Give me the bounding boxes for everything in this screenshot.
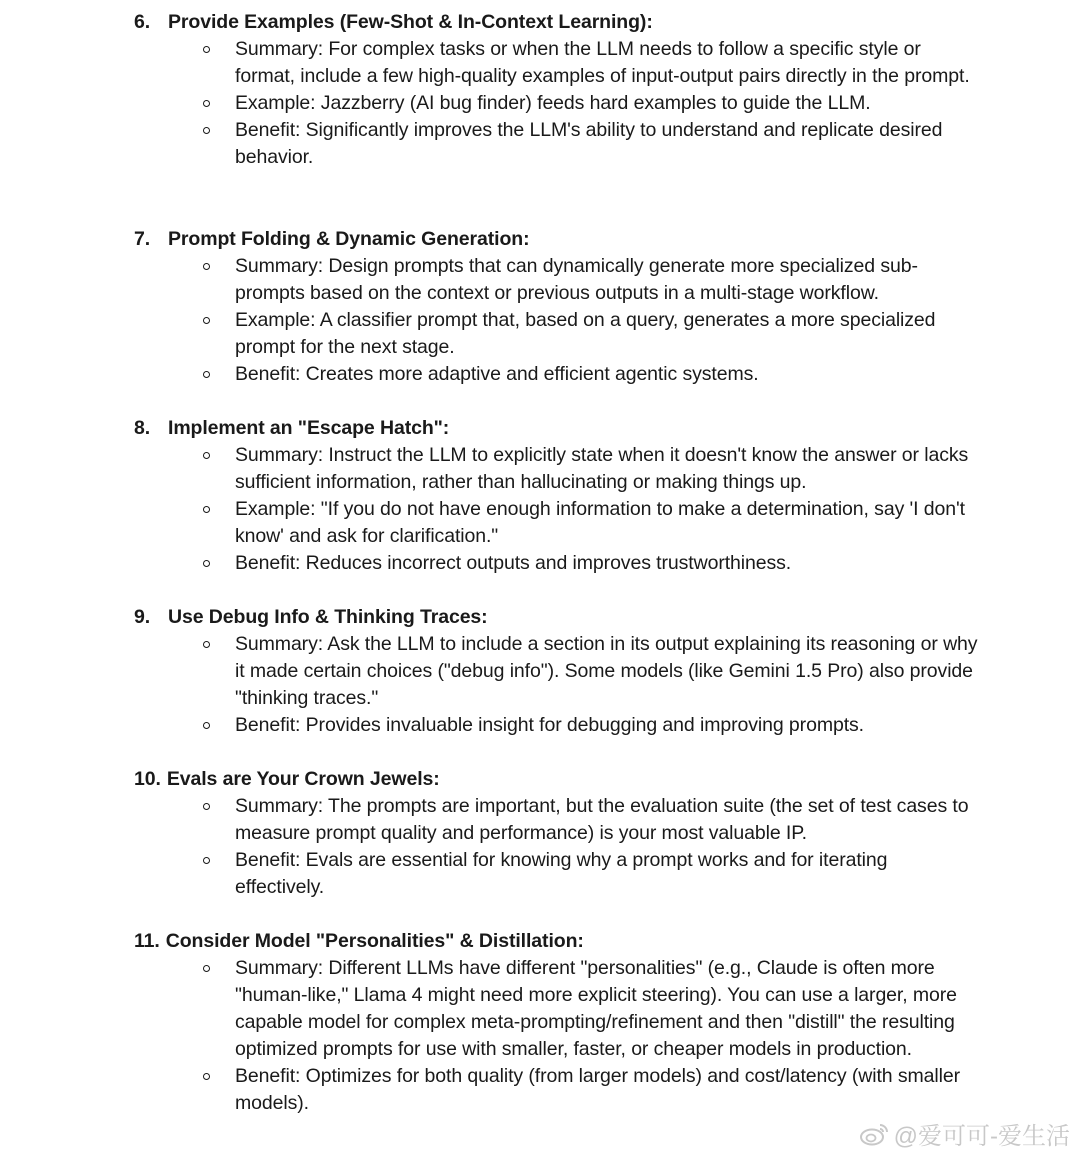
bullet-circle-icon [203, 506, 210, 513]
bullet-text: Benefit: Creates more adaptive and efficient agentic systems. [235, 363, 759, 385]
bullet-text: Summary: Ask the LLM to include a section in its output explaining its reasoning or why it made certain choices ("debug info"). Some models (like Gemini 1.5 Pro) also provide "thinking traces." [235, 633, 978, 709]
bullet-text: Example: "If you do not have enough information to make a determination, say 'I don't know' and ask for clarification." [235, 498, 965, 547]
list-item [0, 847, 980, 901]
bullet-text: Benefit: Significantly improves the LLM's ability to understand and replicate desired behavior. [235, 119, 943, 168]
list-item [0, 631, 980, 712]
bullet-text: Example: A classifier prompt that, based on a query, generates a more specialized prompt for the next stage. [235, 309, 936, 358]
bullet-text: Example: Jazzberry (AI bug finder) feeds hard examples to guide the LLM. [235, 92, 871, 114]
bullet-circle-icon [203, 560, 210, 567]
section-heading [134, 226, 530, 253]
list-item [0, 90, 980, 117]
bullet-text: Summary: Design prompts that can dynamically generate more specialized sub-prompts based on the context or previous outputs in a multi-stage workflow. [235, 255, 918, 304]
bullet-circle-icon [203, 452, 210, 459]
bullet-text: Summary: For complex tasks or when the LLM needs to follow a specific style or format, include a few high-quality examples of input-output pairs directly in the prompt. [235, 38, 970, 87]
section-title: Implement an "Escape Hatch": [168, 417, 450, 439]
bullet-text: Benefit: Provides invaluable insight for debugging and improving prompts. [235, 714, 864, 736]
section-heading [134, 766, 440, 793]
bullet-list [0, 36, 980, 171]
list-item [0, 361, 980, 388]
section-heading [134, 604, 488, 631]
bullet-circle-icon [203, 100, 210, 107]
watermark-text: @爱可可-爱生活 [893, 1123, 1070, 1150]
list-item [0, 117, 980, 171]
section-number: 11. [134, 930, 160, 952]
section-title: Use Debug Info & Thinking Traces: [168, 606, 488, 628]
bullet-circle-icon [203, 263, 210, 270]
section-number: 6. [134, 11, 151, 33]
bullet-text: Summary: Instruct the LLM to explicitly state when it doesn't know the answer or lacks sufficient information, rather than hallucinating or making things up. [235, 444, 969, 493]
weibo-logo-icon [860, 1122, 890, 1146]
list-item [0, 793, 980, 847]
list-item [0, 36, 980, 90]
bullet-text: Summary: The prompts are important, but the evaluation suite (the set of test cases to measure prompt quality and performance) is your most valuable IP. [235, 795, 969, 844]
watermark [860, 1116, 1070, 1151]
section-heading [134, 415, 449, 442]
list-item [0, 712, 980, 739]
bullet-circle-icon [203, 1073, 210, 1080]
section-heading [134, 928, 584, 955]
bullet-circle-icon [203, 317, 210, 324]
section-number: 7. [134, 228, 151, 250]
bullet-circle-icon [203, 46, 210, 53]
section-number: 9. [134, 606, 151, 628]
section-title: Provide Examples (Few-Shot & In-Context Learning): [168, 11, 653, 33]
list-item [0, 1063, 980, 1117]
bullet-text: Benefit: Evals are essential for knowing why a prompt works and for iterating effectively. [235, 849, 888, 898]
bullet-circle-icon [203, 857, 210, 864]
list-item [0, 442, 980, 496]
bullet-circle-icon [203, 641, 210, 648]
bullet-circle-icon [203, 803, 210, 810]
bullet-text: Benefit: Optimizes for both quality (from larger models) and cost/latency (with smaller models). [235, 1065, 960, 1114]
bullet-circle-icon [203, 722, 210, 729]
list-item [0, 955, 980, 1063]
section-heading [134, 9, 653, 36]
bullet-list [0, 253, 980, 388]
bullet-text: Summary: Different LLMs have different "personalities" (e.g., Claude is often more "human-like," Llama 4 might need more explicit steering). You can use a larger, more capable model for complex meta-prompting/refinement and then "distill" the resulting optimized prompts for use with smaller, faster, or cheaper models in production. [235, 957, 957, 1060]
bullet-circle-icon [203, 965, 210, 972]
list-item [0, 307, 980, 361]
list-item [0, 253, 980, 307]
bullet-list [0, 955, 980, 1117]
list-item [0, 496, 980, 550]
section-number: 8. [134, 417, 151, 439]
bullet-list [0, 793, 980, 901]
bullet-circle-icon [203, 371, 210, 378]
section-title: Consider Model "Personalities" & Distillation: [165, 930, 584, 952]
section-title: Prompt Folding & Dynamic Generation: [168, 228, 530, 250]
section-number: 10. [134, 768, 161, 790]
bullet-text: Benefit: Reduces incorrect outputs and improves trustworthiness. [235, 552, 792, 574]
bullet-list [0, 631, 980, 739]
list-item [0, 550, 980, 577]
bullet-circle-icon [203, 127, 210, 134]
bullet-list [0, 442, 980, 577]
section-title: Evals are Your Crown Jewels: [166, 768, 440, 790]
